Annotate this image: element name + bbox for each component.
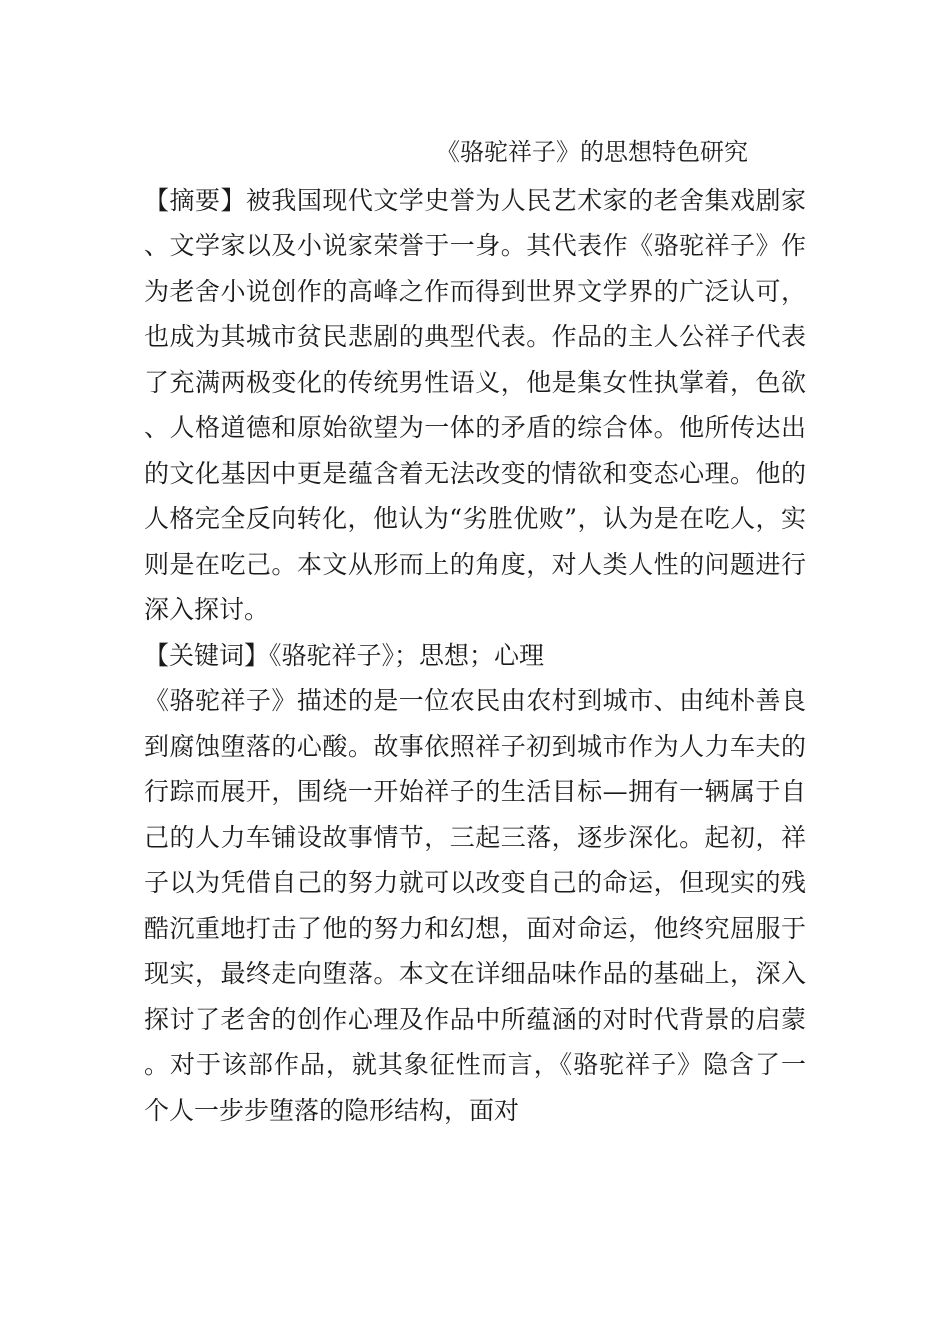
document-content — [144, 130, 806, 1133]
body-paragraph: 《骆驼祥子》描述的是一位农民由农村到城市、由纯朴善良到腐蚀堕落的心酸。故事依照祥子初到城市作为人力车夫的行踪而展开，围绕一开始祥子的生活目标—拥有一辆属于自己的人力车铺设故事情节，三起三落，逐步深化。起初，祥子以为凭借自己的努力就可以改变自己的命运，但现实的残酷沉重地打击了他的努力和幻想，面对命运，他终究屈服于现实，最终走向堕落。本文在详细品味作品的基础上，深入探讨了老舍的创作心理及作品中所蕴涵的对时代背景的启蒙。对于该部作品，就其象征性而言，《骆驼祥子》隐含了一个人一步步堕落的隐形结构，面对 — [144, 686, 806, 1125]
abstract-paragraph: 【摘要】被我国现代文学史誉为人民艺术家的老舍集戏剧家、文学家以及小说家荣誉于一身。其代表作《骆驼祥子》作为老舍小说创作的高峰之作而得到世界文学界的广泛认可，也成为其城市贫民悲剧的典型代表。作品的主人公祥子代表了充满两极变化的传统男性语义，他是集女性执掌着，色欲、人格道德和原始欲望为一体的矛盾的综合体。他所传达出的文化基因中更是蕴含着无法改变的情欲和变态心理。他的人格完全反向转化，他认为“劣胜优败”，认为是在吃人，实则是在吃己。本文从形而上的角度，对人类人性的问题进行深入探讨。 — [144, 185, 806, 624]
keywords-line: 【关键词】《骆驼祥子》；思想；心理 — [144, 640, 545, 670]
document-title: 《骆驼祥子》的思想特色研究 — [436, 138, 748, 166]
